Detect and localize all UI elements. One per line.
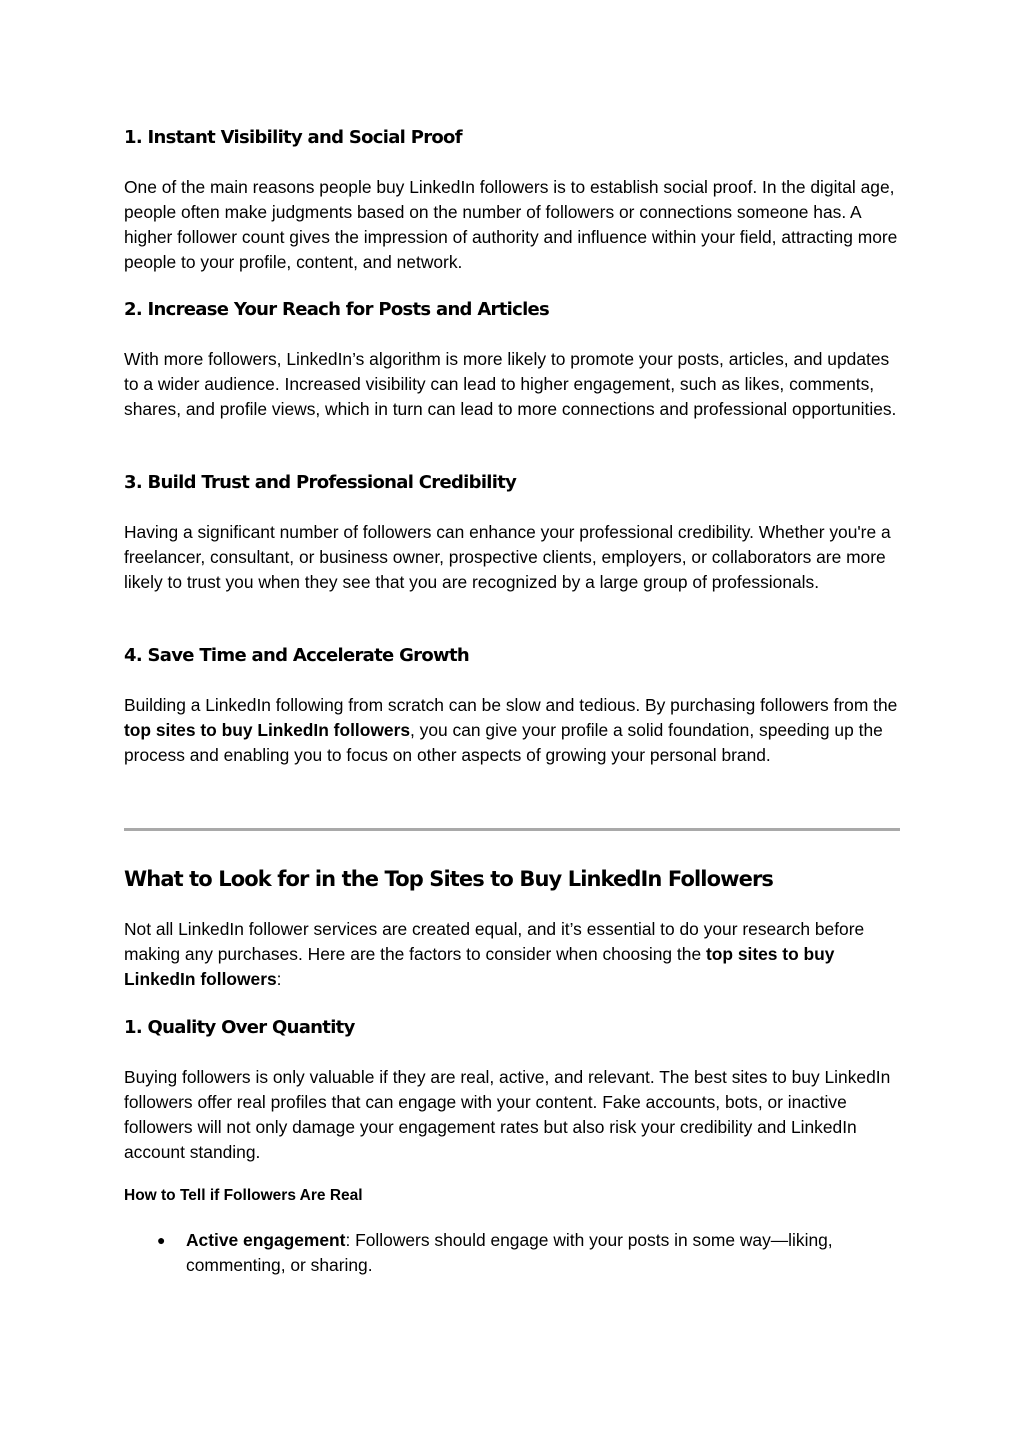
growth-text-after: , you can give your profile a solid foundation, speeding up the process and enabling you to focus on other aspects of growing your personal brand.	[124, 720, 883, 766]
bullet-icon: ●	[157, 1232, 166, 1248]
growth-text-bold: top sites to buy LinkedIn followers	[124, 720, 411, 741]
section-body-growth	[124, 693, 900, 768]
bullet-item-bold: Active engagement	[186, 1230, 346, 1250]
minor-heading: How to Tell if Followers Are Real	[124, 1187, 363, 1204]
list-item	[124, 1228, 900, 1278]
section-heading-social-proof: 1. Instant Visibility and Social Proof	[124, 127, 462, 148]
main-section-heading: What to Look for in the Top Sites to Buy LinkedIn Followers	[124, 867, 774, 891]
section-heading-trust: 3. Build Trust and Professional Credibility	[124, 472, 517, 493]
main-section-intro	[124, 917, 900, 992]
section-body-trust: Having a significant number of followers can enhance your professional credibility. Whether you're a freelancer, consultant, or business owner, prospective clients, employers, or collaborators are more likely to trust you when they see that you are recognized by a large group of professionals.	[124, 522, 891, 593]
section-heading-growth: 4. Save Time and Accelerate Growth	[124, 645, 469, 666]
quality-heading: 1. Quality Over Quantity	[124, 1017, 355, 1038]
intro-text-before: Not all LinkedIn follower services are created equal, and it’s essential to do your research before making any purchases. Here are the factors to consider when choosing the	[124, 919, 865, 965]
horizontal-divider	[124, 828, 900, 831]
quality-body: Buying followers is only valuable if they are real, active, and relevant. The best sites to buy LinkedIn followers offer real profiles that can engage with your content. Fake accounts, bots, or inactive followers will not only damage your engagement rates but also risk your credibility and LinkedIn account standing.	[124, 1067, 891, 1163]
section-heading-reach: 2. Increase Your Reach for Posts and Articles	[124, 299, 550, 320]
section-body-reach: With more followers, LinkedIn’s algorithm is more likely to promote your posts, articles, and updates to a wider audience. Increased visibility can lead to higher engagement, such as likes, comments, shares, and profile views, which in turn can lead to more connections and professional opportunities.	[124, 349, 897, 420]
section-body-social-proof: One of the main reasons people buy LinkedIn followers is to establish social proof. In the digital age, people often make judgments based on the number of followers or connections someone has. A higher follower count gives the impression of authority and influence within your field, attracting more people to your profile, content, and network.	[124, 177, 898, 273]
intro-text-bold: top sites to buy LinkedIn followers	[124, 944, 835, 990]
bullet-list	[124, 1228, 900, 1278]
growth-text-before: Building a LinkedIn following from scratch can be slow and tedious. By purchasing followers from the	[124, 695, 898, 715]
bullet-item-text: : Followers should engage with your posts in some way—liking, commenting, or sharing.	[186, 1230, 833, 1276]
intro-text-after: :	[276, 969, 282, 990]
